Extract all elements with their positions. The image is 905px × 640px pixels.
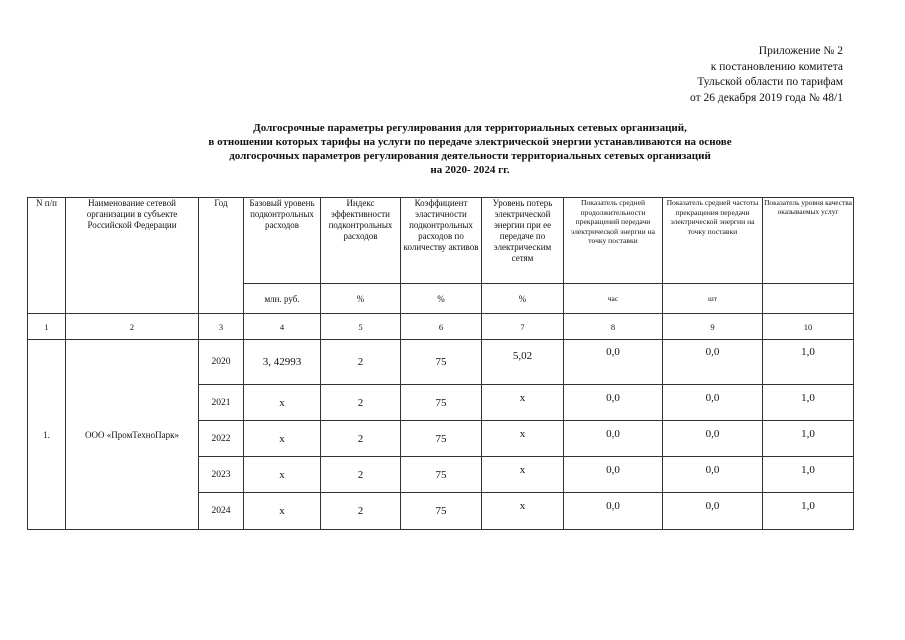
- header-cell-org: Наименование сетевой организации в субъекте Российской Федерации: [66, 198, 199, 314]
- coef-cell: 75: [401, 421, 482, 457]
- header-cell-frequency: Показатель средней частоты прекращения передачи электрической энергии на точку поставки: [663, 198, 763, 284]
- table-header-row: [28, 198, 854, 284]
- year-cell: 2020: [199, 340, 244, 385]
- base-cell: х: [244, 457, 321, 493]
- unit-cell: шт: [663, 284, 763, 314]
- year-cell: 2022: [199, 421, 244, 457]
- appendix-line: к постановлению комитета: [710, 60, 843, 73]
- quality-cell: 1,0: [763, 385, 854, 421]
- column-number-cell: 6: [401, 314, 482, 340]
- title-line: долгосрочных параметров регулирования деятельности территориальных сетевых организаций: [229, 150, 711, 162]
- header-cell-index: N п/п: [28, 198, 66, 314]
- index-cell: 2: [321, 340, 401, 385]
- loss-cell: х: [482, 457, 564, 493]
- header-cell-year: Год: [199, 198, 244, 314]
- year-cell: 2024: [199, 493, 244, 530]
- index-cell: 2: [321, 421, 401, 457]
- base-cell: 3, 42993: [244, 340, 321, 385]
- column-number-cell: 2: [66, 314, 199, 340]
- quality-cell: 1,0: [763, 457, 854, 493]
- duration-cell: 0,0: [564, 457, 663, 493]
- title-line: на 2020- 2024 гг.: [430, 164, 510, 176]
- frequency-cell: 0,0: [663, 457, 763, 493]
- header-cell-coef: Коэффициент эластичности подконтрольных расходов по количеству активов: [401, 198, 482, 284]
- duration-cell: 0,0: [564, 493, 663, 530]
- unit-cell: час: [564, 284, 663, 314]
- unit-cell: млн. руб.: [244, 284, 321, 314]
- org-name-cell: ООО «ПромТехноПарк»: [66, 340, 199, 530]
- index-cell: 2: [321, 385, 401, 421]
- title-line: Долгосрочные параметры регулирования для территориальных сетевых организаций,: [253, 122, 687, 134]
- column-number-cell: 10: [763, 314, 854, 340]
- coef-cell: 75: [401, 385, 482, 421]
- appendix-line: Приложение № 2: [758, 45, 843, 57]
- column-number-cell: 4: [244, 314, 321, 340]
- loss-cell: х: [482, 421, 564, 457]
- base-cell: х: [244, 421, 321, 457]
- quality-cell: 1,0: [763, 340, 854, 385]
- duration-cell: 0,0: [564, 421, 663, 457]
- org-index-cell: 1.: [28, 340, 66, 530]
- frequency-cell: 0,0: [663, 421, 763, 457]
- title-line: в отношении которых тарифы на услуги по передаче электрической энергии устанавливаются на основе: [208, 136, 732, 148]
- table-row: [28, 340, 854, 385]
- base-cell: х: [244, 493, 321, 530]
- loss-cell: х: [482, 493, 564, 530]
- header-cell-base: Базовый уровень подконтрольных расходов: [244, 198, 321, 284]
- index-cell: 2: [321, 457, 401, 493]
- coef-cell: 75: [401, 493, 482, 530]
- appendix-block: [583, 44, 843, 106]
- frequency-cell: 0,0: [663, 493, 763, 530]
- quality-cell: 1,0: [763, 493, 854, 530]
- parameters-table: [27, 197, 854, 530]
- coef-cell: 75: [401, 457, 482, 493]
- frequency-cell: 0,0: [663, 385, 763, 421]
- duration-cell: 0,0: [564, 340, 663, 385]
- duration-cell: 0,0: [564, 385, 663, 421]
- column-number-cell: 1: [28, 314, 66, 340]
- document-title: [100, 121, 840, 177]
- unit-cell: [763, 284, 854, 314]
- column-number-cell: 3: [199, 314, 244, 340]
- loss-cell: х: [482, 385, 564, 421]
- header-cell-loss: Уровень потерь электрической энергии при ее передаче по электрическим сетям: [482, 198, 564, 284]
- unit-cell: %: [401, 284, 482, 314]
- frequency-cell: 0,0: [663, 340, 763, 385]
- coef-cell: 75: [401, 340, 482, 385]
- unit-cell: %: [321, 284, 401, 314]
- header-cell-index-eff: Индекс эффективности подконтрольных расходов: [321, 198, 401, 284]
- appendix-line: Тульской области по тарифам: [697, 76, 843, 88]
- column-number-cell: 5: [321, 314, 401, 340]
- column-number-cell: 7: [482, 314, 564, 340]
- loss-cell: 5,02: [482, 340, 564, 385]
- appendix-line: от 26 декабря 2019 года № 48/1: [690, 91, 843, 104]
- header-cell-quality: Показатель уровня качества оказываемых услуг: [763, 198, 854, 284]
- table-column-numbers-row: [28, 314, 854, 340]
- column-number-cell: 8: [564, 314, 663, 340]
- year-cell: 2023: [199, 457, 244, 493]
- quality-cell: 1,0: [763, 421, 854, 457]
- base-cell: х: [244, 385, 321, 421]
- index-cell: 2: [321, 493, 401, 530]
- column-number-cell: 9: [663, 314, 763, 340]
- unit-cell: %: [482, 284, 564, 314]
- header-cell-duration: Показатель средней продолжительности прекращений передачи электрической энергии на точку поставки: [564, 198, 663, 284]
- year-cell: 2021: [199, 385, 244, 421]
